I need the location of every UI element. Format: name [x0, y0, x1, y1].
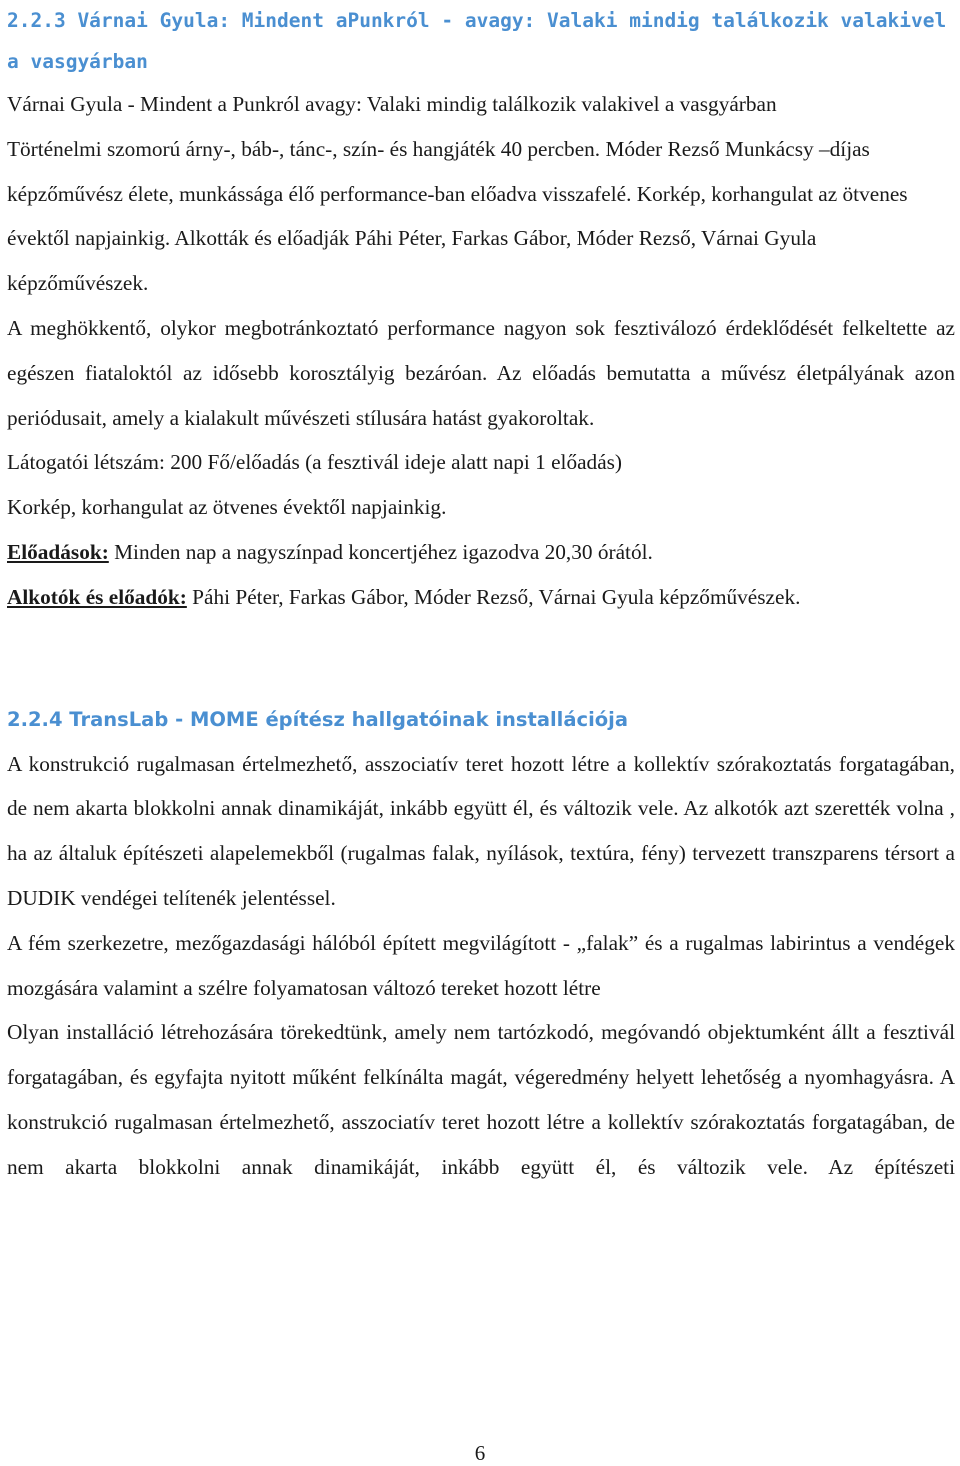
heading-spacer [7, 735, 955, 742]
paragraph-era: Korkép, korhangulat az ötvenes évektől napjainkig. [7, 495, 447, 520]
section-spacer [7, 620, 955, 705]
schedule-label: Előadások: [7, 539, 109, 564]
paragraph-visitors: Látogatói létszám: 200 Fő/előadás (a fesztivál ideje alatt napi 1 előadás) [7, 450, 623, 475]
paragraph-description: Történelmi szomorú árny-, báb-, tánc-, szín- és hangjáték 40 percben. Móder Rezső Munkácsy –díjas képzőművész élete, munkássága élő performance-ban előadva visszafelé. Korkép, korhangulat az ötvenes évektől napjainkig. Alkották és előadják Páhi Péter, Farkas Gábor, Móder Rezső, Várnai Gyula képzőművészek. [7, 136, 908, 296]
page-number: 6 [474, 1441, 486, 1465]
paragraph-title-line: Várnai Gyula - Mindent a Punkról avagy: Valaki mindig találkozik valakivel a vasgyárban [7, 92, 777, 116]
section-heading-2-2-3: 2.2.3 Várnai Gyula: Mindent aPunkról - avagy: Valaki mindig találkozik valakivel a vasgyárban [7, 9, 947, 73]
section-heading-2-2-4: 2.2.4 TransLab - MOME építész hallgatóinak installációja [7, 707, 628, 731]
paragraph-performance: A meghökkentő, olykor megbotránkoztató performance nagyon sok fesztiválozó érdeklődését felkeltette az egészen fiataloktól az idősebb korosztályig bezáróan. Az előadás bemutatta a művész életpályának azon periódusait, amely a kialakult művészeti stílusára hatást gyakoroltak. [7, 315, 955, 430]
paragraph-metal-structure: A fém szerkezetre, mezőgazdasági hálóból épített megvilágított - „falak” és a rugalmas labirintus a vendégek mozgására valamint a szélre folyamatosan változó tereket hozott létre [7, 930, 955, 1000]
paragraph-construction: A konstrukció rugalmasan értelmezhető, asszociatív teret hozott létre a kollektív szórakoztatás forgatagában, de nem akarta blokkolni annak dinamikáját, inkább együtt él, és változik vele. Az alkotók azt szerették volna , ha az általuk építészeti alapelemekből (rugalmas falak, nyílások, textúra, fény) tervezett transzparens térsort a DUDIK vendégei telítenék jelentéssel. [7, 751, 955, 910]
document-page [7, 0, 955, 1190]
paragraph-installation: Olyan installáció létrehozására törekedtünk, amely nem tartózkodó, megóvandó objektumként állt a fesztivál forgatagában, és egyfajta nyitott műként felkínálta magát, végeredmény helyett lehetőség a nyomhagyásra. A konstrukció rugalmasan értelmezhető, asszociatív teret hozott létre a kollektív szórakoztatás forgatagában, de nem akarta blokkolni annak dinamikáját, inkább együtt él, és változik vele. Az építészeti [7, 1020, 955, 1179]
paragraph-creators [7, 575, 955, 620]
paragraph-schedule [7, 530, 955, 575]
creators-text: Páhi Péter, Farkas Gábor, Móder Rezső, Várnai Gyula képzőművészek. [186, 584, 801, 609]
creators-label: Alkotók és előadók: [7, 584, 187, 609]
schedule-text: Minden nap a nagyszínpad koncertjéhez igazodva 20,30 órától. [108, 539, 653, 564]
